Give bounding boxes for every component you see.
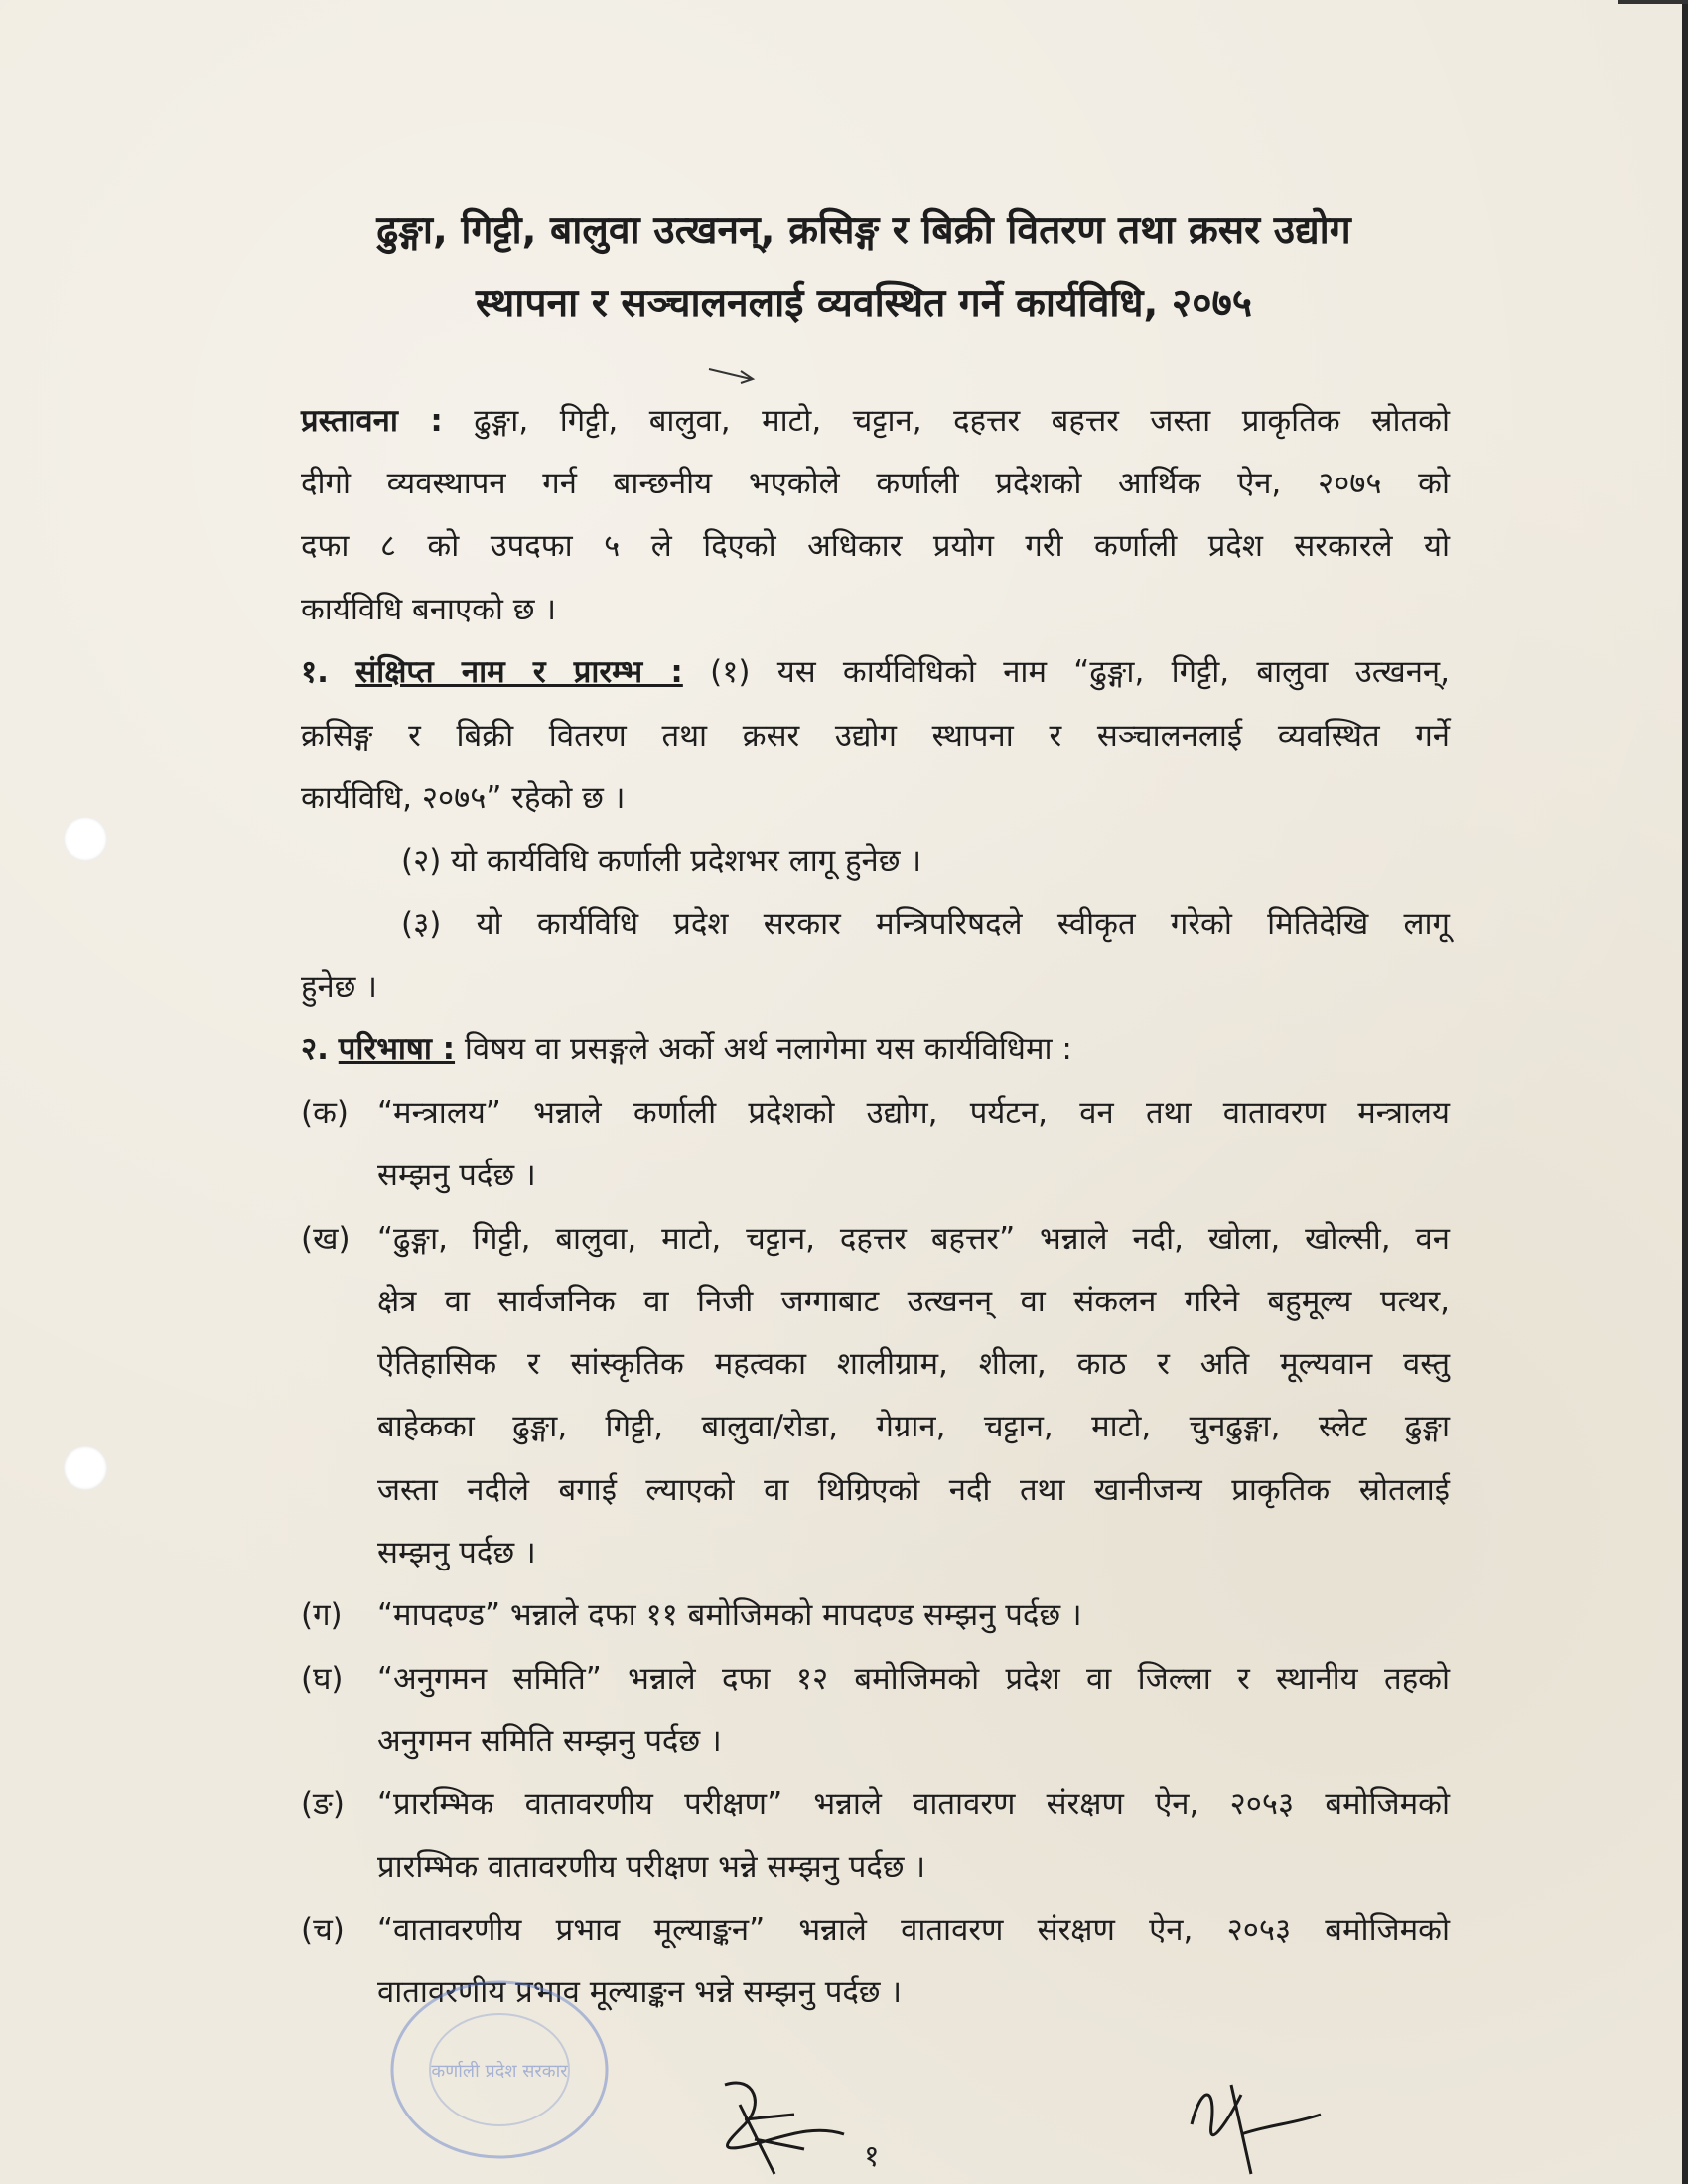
preamble-text: ढुङ्गा, गिट्टी, बालुवा, माटो, चट्टान, दहत्तर बहत्तर जस्ता प्राकृतिक स्रोतको [442,403,1450,439]
section-2-line-1 [301,1030,1072,1069]
section-1-number: १. [301,654,329,690]
definition-kha-line-6: सम्झनु पर्दछ । [377,1535,536,1570]
signature-left-icon [685,2065,864,2184]
definition-kha-line-1: “ढुङ्गा, गिट्टी, बालुवा, माटो, चट्टान, दहत्तर बहत्तर” भन्नाले नदी, खोला, खोल्सी, वन [377,1221,1450,1257]
definition-kha-line-5: जस्ता नदीले बगाई ल्याएको वा थिग्रिएको नदी तथा खानीजन्य प्राकृतिक स्रोतलाई [377,1472,1450,1508]
definition-ka-marker: (क) [301,1095,349,1131]
definition-gha-line-2: अनुगमन समिति सम्झनु पर्दछ । [377,1723,722,1759]
section-1-subclause-3: (३) यो कार्यविधि प्रदेश सरकार मन्त्रिपरिषदले स्वीकृत गरेको मितिदेखि लागू [401,906,1450,942]
definition-nga-line-1: “प्रारम्भिक वातावरणीय परीक्षण” भन्नाले वातावरण संरक्षण ऐन, २०५३ बमोजिमको [377,1786,1450,1822]
page-number: १ [864,2139,880,2174]
definition-kha-marker: (ख) [301,1221,351,1257]
punch-hole-bottom [64,1446,107,1490]
signature-right-icon [1172,2065,1331,2184]
punch-hole-top [64,817,107,861]
section-2-heading: परिभाषा : [338,1031,456,1067]
definition-ka-line-2: सम्झनु पर्दछ । [377,1158,536,1193]
document-title-line-2: स्थापना र सञ्चालनलाई व्यवस्थित गर्ने कार्यविधि, २०७५ [475,281,1253,326]
definition-cha-line-1: “वातावरणीय प्रभाव मूल्याङ्कन” भन्नाले वातावरण संरक्षण ऐन, २०५३ बमोजिमको [377,1912,1450,1948]
definition-gha-line-1: “अनुगमन समिति” भन्नाले दफा १२ बमोजिमको प्रदेश वा जिल्ला र स्थानीय तहको [377,1661,1450,1697]
preamble-line-3: दफा ८ को उपदफा ५ ले दिएको अधिकार प्रयोग गरी कर्णाली प्रदेश सरकारले यो [301,528,1450,564]
definition-ga-line-1: “मापदण्ड” भन्नाले दफा ११ बमोजिमको मापदण्ड सम्झनु पर्दछ । [377,1597,1082,1633]
official-stamp-icon [385,1976,614,2164]
section-1-text: (१) यस कार्यविधिको नाम “ढुङ्गा, गिट्टी, बालुवा उत्खनन्, [682,654,1450,690]
definition-ga-marker: (ग) [301,1597,343,1633]
section-1-line-1 [301,653,1450,692]
scan-edge [1682,0,1688,2184]
definition-cha-line-2: वातावरणीय प्रभाव मूल्याङ्कन भन्ने सम्झनु पर्दछ । [377,1975,903,2010]
definition-kha-line-4: बाहेकका ढुङ्गा, गिट्टी, बालुवा/रोडा, गेग्रान, चट्टान, माटो, चुनढुङ्गा, स्लेट ढुङ्गा [377,1409,1450,1444]
definition-ka-line-1: “मन्त्रालय” भन्नाले कर्णाली प्रदेशको उद्योग, पर्यटन, वन तथा वातावरण मन्त्रालय [377,1095,1450,1131]
definition-cha-marker: (च) [301,1912,345,1948]
definition-kha-line-3: ऐतिहासिक र सांस्कृतिक महत्वका शालीग्राम, शीला, काठ र अति मूल्यवान वस्तु [377,1346,1450,1382]
definition-nga-marker: (ङ) [301,1786,345,1822]
section-1-subclause-2: (२) यो कार्यविधि कर्णाली प्रदेशभर लागू हुनेछ । [401,843,922,879]
preamble-label: प्रस्तावना : [301,403,443,439]
section-1-line-2: क्रसिङ्ग र बिक्री वितरण तथा क्रसर उद्योग स्थापना र सञ्चालनलाई व्यवस्थित गर्ने [301,718,1450,753]
document-title-line-1: ढुङ्गा, गिट्टी, बालुवा उत्खनन्, क्रसिङ्ग र बिक्री वितरण तथा क्रसर उद्योग [376,208,1351,253]
pen-mark-icon [707,365,757,385]
section-1-line-3: कार्यविधि, २०७५” रहेको छ । [301,780,626,816]
svg-text:कर्णाली प्रदेश सरकार: कर्णाली प्रदेश सरकार [431,2061,568,2082]
section-2-intro: विषय वा प्रसङ्गले अर्को अर्थ नलागेमा यस कार्यविधिमा : [455,1031,1072,1067]
definition-nga-line-2: प्रारम्भिक वातावरणीय परीक्षण भन्ने सम्झनु पर्दछ । [377,1849,926,1885]
section-1-heading: संक्षिप्त नाम र प्रारम्भ : [355,654,683,690]
scan-edge-top [1618,0,1688,4]
preamble-line-1 [301,402,1450,441]
section-1-subclause-3-cont: हुनेछ । [301,969,377,1005]
preamble-line-4: कार्यविधि बनाएको छ । [301,592,557,627]
preamble-line-2: दीगो व्यवस्थापन गर्न बान्छनीय भएकोले कर्णाली प्रदेशको आर्थिक ऐन, २०७५ को [301,466,1450,501]
definition-kha-line-2: क्षेत्र वा सार्वजनिक वा निजी जग्गाबाट उत्खनन् वा संकलन गरिने बहुमूल्य पत्थर, [377,1284,1450,1319]
section-2-number: २. [301,1031,329,1067]
definition-gha-marker: (घ) [301,1661,344,1697]
